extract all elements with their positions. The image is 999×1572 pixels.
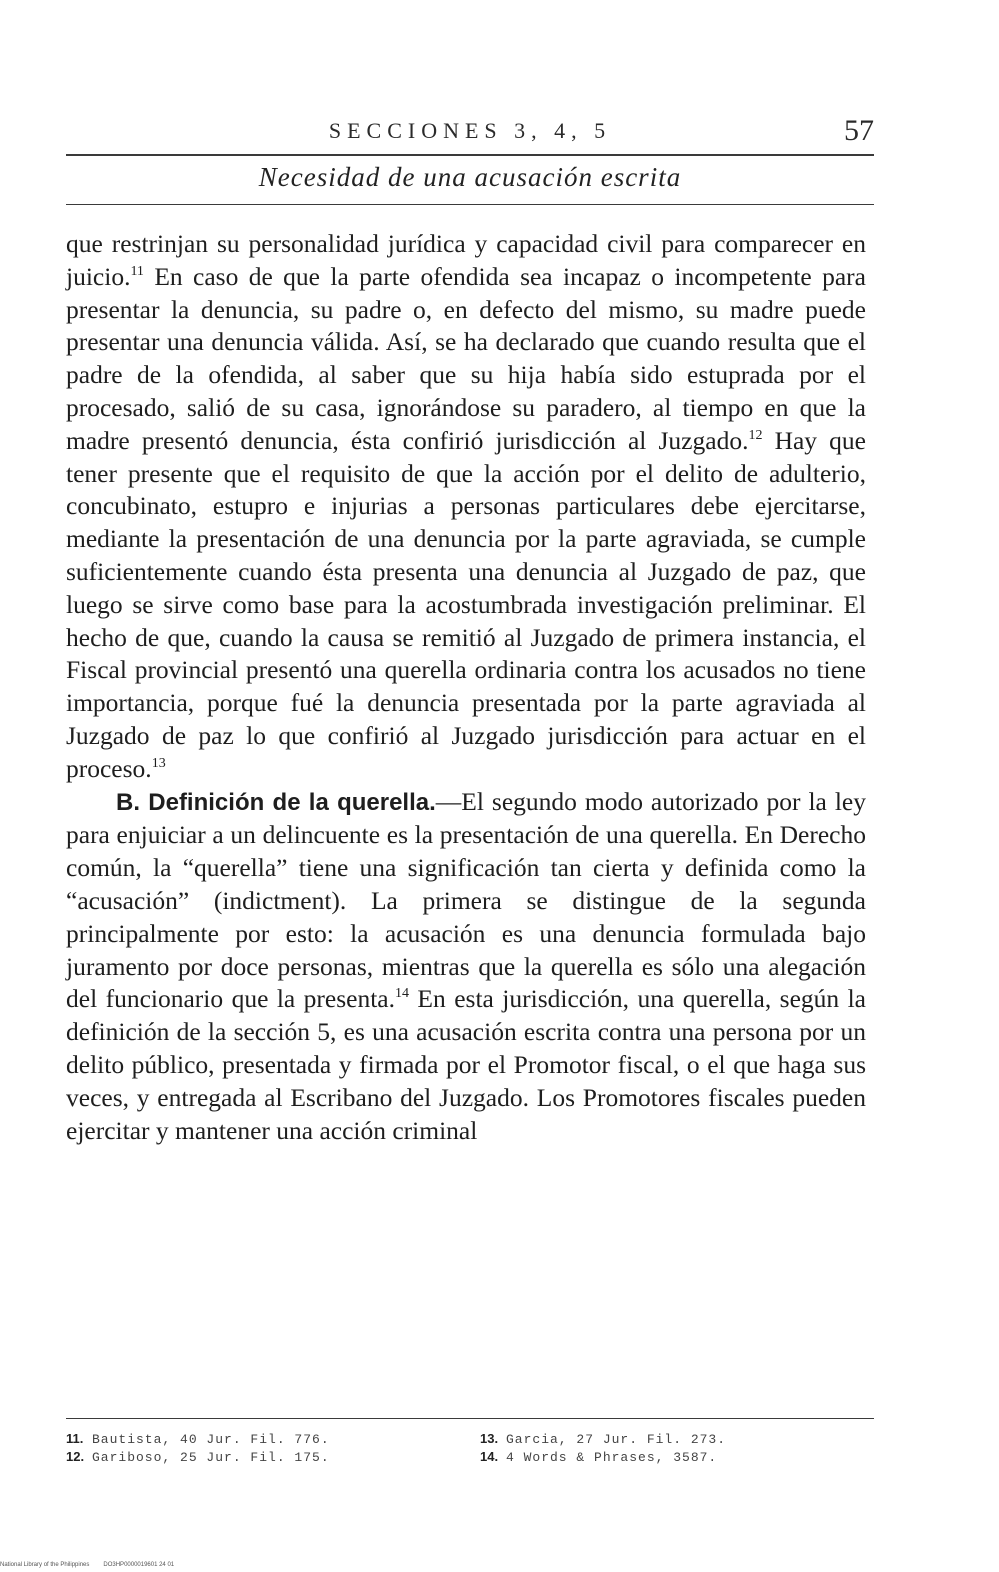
footnote-text: Garcia, 27 Jur. Fil. 273. (506, 1432, 727, 1447)
paragraph-text: En esta jurisdicción, una querella, según la definición de la sección 5, es una acusación escrita contra una persona por un delito público, presentada y firmada por el Promotor fiscal, o el que haga sus veces, y entregada al Escribano del Juzgado. Los Promotores fiscales pueden ejercitar y mantener una acción criminal (66, 984, 866, 1145)
section-heading: B. Definición de la querella. (116, 788, 436, 816)
footnote-text: Bautista, 40 Jur. Fil. 776. (92, 1432, 330, 1447)
page-subtitle: Necesidad de una acusación escrita (258, 162, 682, 192)
footnote (480, 1430, 726, 1448)
section-title: SECCIONES 3, 4, 5 (328, 118, 612, 143)
footnote-number: 12. (66, 1449, 85, 1464)
library-name: National Library of the Philippines (0, 1562, 90, 1568)
footnote-number: 11. (66, 1431, 84, 1446)
footnote (66, 1430, 330, 1448)
header-rule-bottom (66, 204, 874, 205)
body-text (66, 228, 866, 1147)
paragraph-text: —El segundo modo autorizado por la ley para enjuiciar a un delincuente es la presentación de una querella. En Derecho común, la “querella” tiene una significación tan cierta y definida como la “acusación” (indictment). La primera se distingue de la segunda principalmente por esto: la acusación es una denuncia formulada bajo juramento por doce personas, mientras que la querella es sólo una alegación del funcionario que la presenta. (66, 786, 866, 1014)
paragraph-2 (66, 786, 866, 1148)
footnotes-right-column (480, 1430, 726, 1466)
page-number: 57 (844, 114, 874, 147)
paragraph-text: En caso de que la parte ofendida sea incapaz o incompetente para presentar la denuncia, su padre o, en defecto del mismo, su madre puede presentar una denuncia válida. Así, se ha declarado que cuando resulta que el padre de la ofendida, al saber que su hija había sido estuprada por el procesado, salió de su casa, ignorándose su paradero, al tiempo en que la madre presentó denuncia, ésta confirió jurisdicción al Juzgado. (66, 261, 866, 455)
scan-code: DO3HP0000019601 24 01 (103, 1562, 175, 1568)
running-head (66, 114, 874, 148)
header-rule-top (66, 154, 874, 156)
paragraph-text: Hay que tener presente que el requisito de que la acción por el delito de adulterio, concubinato, estupro e injurias a personas particulares debe ejercitarse, mediante la presentación de una denuncia por la parte agraviada, se cumple suficientemente cuando ésta presenta una denuncia al Juzgado de paz, que luego se sirve como base para la acostumbrada investigación preliminar. El hecho de que, cuando la causa se remitió al Juzgado de primera instancia, el Fiscal provincial presentó una querella ordinaria contra los acusados no tiene importancia, porque fué la denuncia presentada por la parte agraviada al Juzgado de paz lo que confirió al Juzgado jurisdicción para actuar en el proceso. (66, 425, 866, 783)
footnote (480, 1448, 726, 1466)
footnote-ref: 11 (130, 263, 144, 279)
footnote-text: Gariboso, 25 Jur. Fil. 175. (92, 1450, 330, 1465)
footnote-text: 4 Words & Phrases, 3587. (506, 1450, 718, 1465)
paragraph-text: que restrinjan su personalidad jurídica y capacidad civil para comparecer en juicio. (66, 229, 866, 291)
footnote-ref: 13 (151, 755, 166, 771)
footnote (66, 1448, 330, 1466)
footnote-ref: 12 (748, 427, 763, 443)
footnotes-left-column (66, 1430, 330, 1466)
scan-credit (0, 1562, 188, 1568)
footnote-number: 14. (480, 1449, 499, 1464)
paragraph-1 (66, 228, 866, 786)
footnote-ref: 14 (395, 986, 409, 1002)
footnote-number: 13. (480, 1431, 499, 1446)
footnote-rule (66, 1418, 874, 1419)
